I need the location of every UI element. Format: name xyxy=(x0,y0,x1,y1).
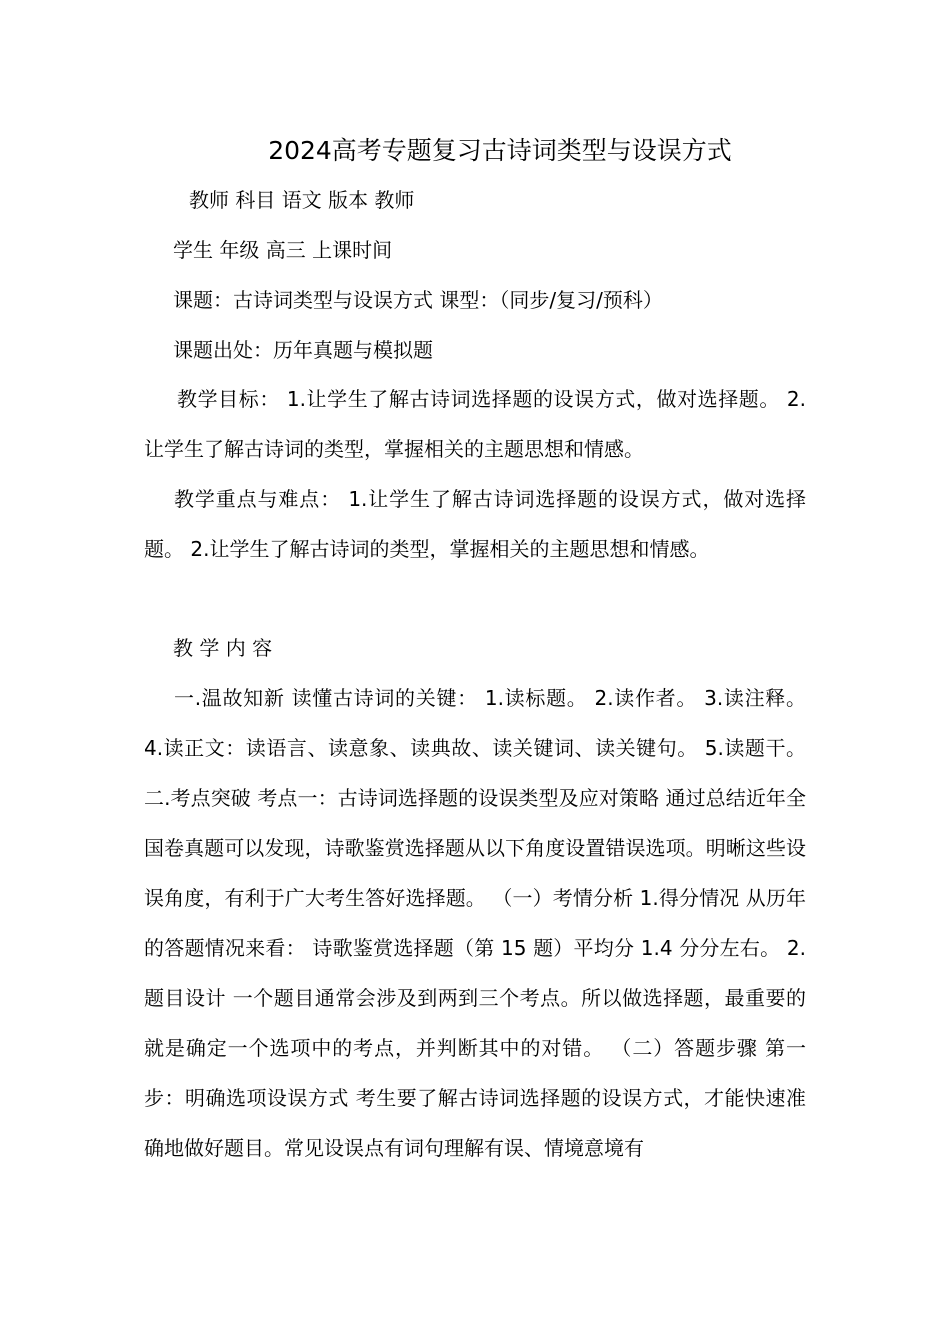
lesson-topic-line: 课题：古诗词类型与设误方式 课型：（同步/复习/预科） xyxy=(173,288,663,312)
document-title: 2024高考专题复习古诗词类型与设误方式 xyxy=(268,136,732,165)
key-points-paragraph: 教学重点与难点： 1.让学生了解古诗词选择题的设误方式，做对选择题。 2.让学生了解古诗词的类型，掌握相关的主题思想和情感。 xyxy=(144,487,806,561)
student-info-line: 学生 年级 高三 上课时间 xyxy=(173,238,393,262)
content-heading: 教 学 内 容 xyxy=(173,636,273,660)
lesson-source-line: 课题出处：历年真题与模拟题 xyxy=(173,338,433,362)
teaching-goals-paragraph: 教学目标： 1.让学生了解古诗词选择题的设误方式，做对选择题。 2.让学生了解古诗词的类型，掌握相关的主题思想和情感。 xyxy=(144,387,806,461)
teacher-info-line: 教师 科目 语文 版本 教师 xyxy=(189,188,415,212)
content-body-paragraph: 一.温故知新 读懂古诗词的关键： 1.读标题。 2.读作者。 3.读注释。 4.读正文：读语言、读意象、读典故、读关键词、读关键句。 5.读题干。 二.考点突破 考点一：古诗词选择题的设误类型及应对策略 通过总结近年全国卷真题可以发现，诗歌鉴赏选择题从以下角度设置错误选项。明晰这些设误角度，有利于广大考生答好选择题。 （一）考情分析 1.得分情况 从历年的答题情况来看： 诗歌鉴赏选择题（第 15 题）平均分 1.4 分分左右。 2.题目设计 一个题目通常会涉及到两到三个考点。所以做选择题，最重要的就是确定一个选项中的考点，并判断其中的对错。 （二）答题步骤 第一步：明确选项设误方式 考生要了解古诗词选择题的设误方式，才能快速准确地做好题目。常见设误点有词句理解有误、情境意境有 xyxy=(144,686,806,1160)
